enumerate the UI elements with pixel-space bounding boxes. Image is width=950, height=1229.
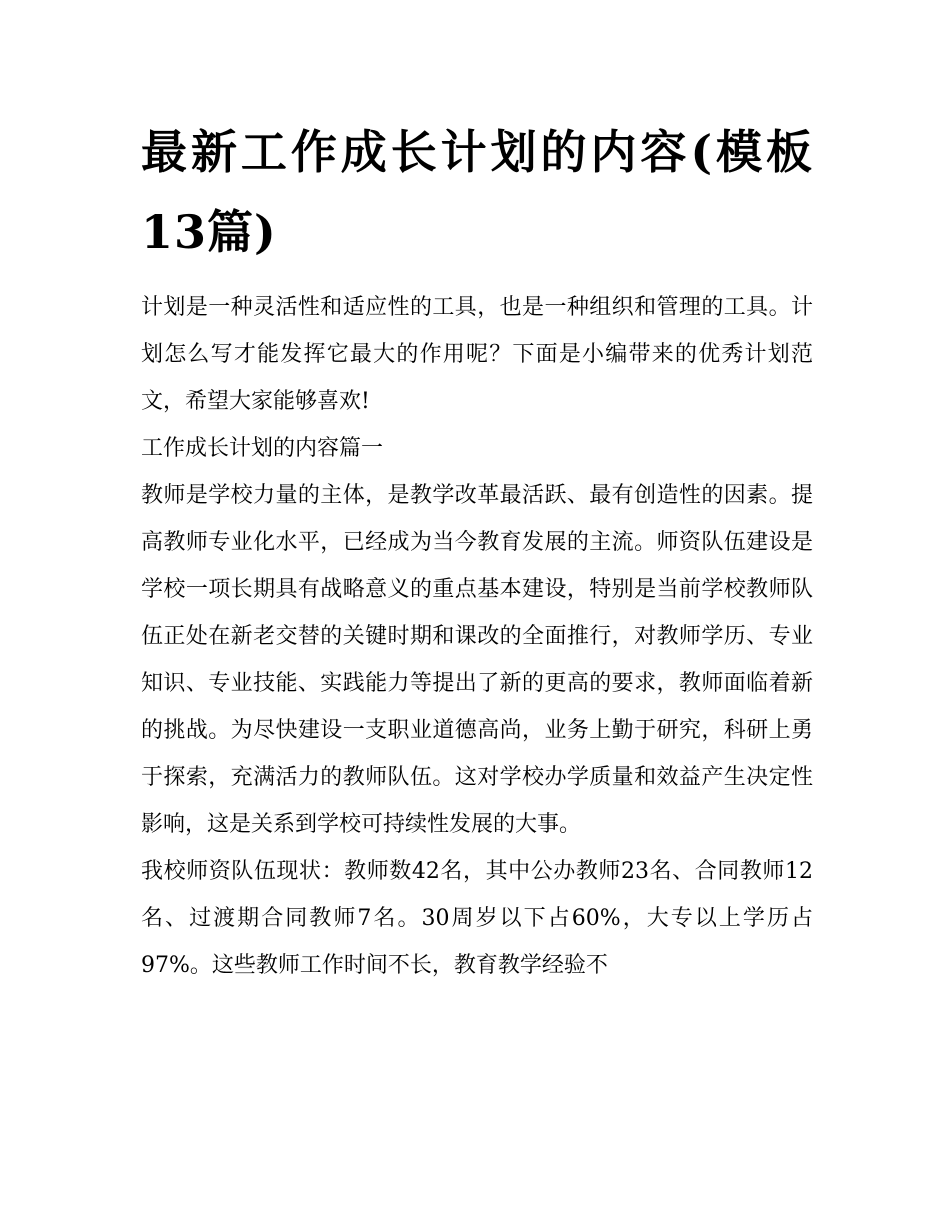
- document-title: 最新工作成长计划的内容(模板13篇): [141, 125, 813, 259]
- body-paragraph-2: 我校师资队伍现状：教师数42名，其中公办教师23名、合同教师12名、过渡期合同教师7名。30周岁以下占60%，大专以上学历占97%。这些教师工作时间不长，教育教学经验不: [141, 859, 813, 978]
- document-page: [141, 112, 813, 989]
- body-paragraph-1: 教师是学校力量的主体，是教学改革最活跃、最有创造性的因素。提高教师专业化水平，已经成为当今教育发展的主流。师资队伍建设是学校一项长期具有战略意义的重点基本建设，特别是当前学校教师队伍正处在新老交替的关键时期和课改的全面推行，对教师学历、专业知识、专业技能、实践能力等提出了新的更高的要求，教师面临着新的挑战。为尽快建设一支职业道德高尚，业务上勤于研究，科研上勇于探索，充满活力的教师队伍。这对学校办学质量和效益产生决定性影响，这是关系到学校可持续性发展的大事。: [141, 483, 813, 837]
- intro-paragraph: 计划是一种灵活性和适应性的工具，也是一种组织和管理的工具。计划怎么写才能发挥它最大的作用呢？下面是小编带来的优秀计划范文，希望大家能够喜欢!: [141, 295, 813, 414]
- section-heading: 工作成长计划的内容篇一: [141, 436, 384, 461]
